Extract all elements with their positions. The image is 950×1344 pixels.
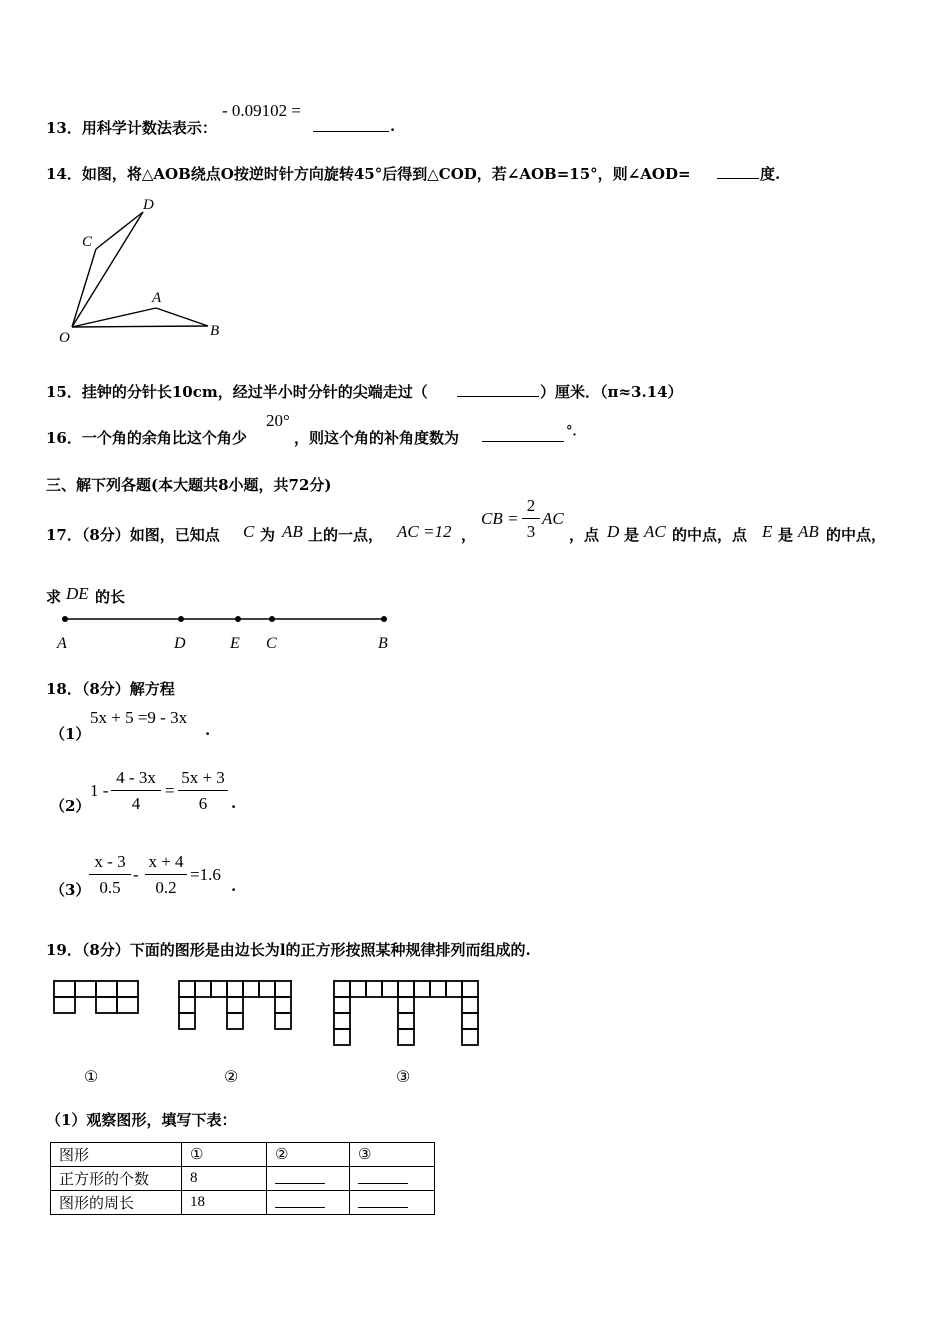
q17-fraction-num: 2	[522, 496, 540, 519]
q16-answer-blank	[482, 425, 564, 442]
table-row	[51, 1167, 435, 1191]
q18-head: 18．（8分）解方程	[46, 680, 175, 698]
q13-answer-blank	[313, 113, 389, 132]
table-header-cell: 图形	[51, 1143, 182, 1167]
q18-p2-num1: 4 - 3x	[111, 768, 161, 791]
q17-ac: AC	[644, 522, 666, 541]
fig14-label-a: A	[152, 290, 162, 306]
q15-answer-blank	[457, 380, 539, 397]
q16-degree-end: °．	[566, 424, 586, 439]
table-header-cell: ③	[350, 1143, 435, 1167]
q14-answer-blank	[717, 162, 759, 179]
q19-sub1: （1）观察图形，填写下表：	[46, 1111, 237, 1129]
table-cell: 18	[182, 1191, 267, 1215]
q14-figure	[48, 192, 238, 352]
q17-acv: AC	[542, 509, 564, 528]
q18-p1-label: （1）	[50, 725, 91, 743]
q18-p2-one: 1 -	[90, 781, 109, 800]
seg-label-b: B	[378, 635, 388, 652]
q17-de: DE	[66, 584, 89, 603]
q18-p3-den2: 0.2	[155, 878, 177, 897]
q19-fig-label-2: ②	[224, 1069, 239, 1086]
table-row-label: 图形的周长	[51, 1191, 182, 1215]
q18-p3-minus: -	[133, 865, 139, 884]
q16-text: 16．一个角的余角比这个角少	[46, 429, 247, 447]
q14-end: 度.	[760, 165, 781, 183]
q17-t7: 的中点，	[826, 526, 887, 544]
section-3-heading: 三、解下列各题(本大题共8小题，共72分)	[46, 476, 332, 494]
q18-p2-den1: 4	[131, 794, 141, 813]
q17-d: D	[607, 522, 620, 541]
q19-table	[50, 1142, 435, 1215]
q17-head: 17．（8分）如图，已知点	[46, 526, 220, 544]
table-header-row	[51, 1143, 435, 1167]
q17-ab: AB	[282, 522, 303, 541]
q19-fig-label-3: ③	[396, 1069, 411, 1086]
fig14-label-b: B	[210, 323, 220, 339]
q13-period: .	[390, 117, 396, 135]
q18-p2-end: .	[231, 794, 237, 812]
table-cell-blank	[267, 1191, 350, 1215]
q17-e: E	[762, 522, 773, 541]
q17-t4: 是	[624, 526, 640, 544]
q18-p3-end: .	[231, 877, 237, 895]
table-cell-blank	[350, 1167, 435, 1191]
q13-expression: - 0.09102 =	[222, 101, 301, 120]
table-header-cell: ②	[267, 1143, 350, 1167]
seg-label-d: D	[174, 635, 186, 652]
q18-p3-frac2	[145, 852, 187, 898]
q17-fraction-den: 3	[526, 522, 536, 541]
q17-t2: 上的一点，	[308, 526, 384, 544]
q17-ab2: AB	[798, 522, 819, 541]
q17-line2a: 求	[46, 588, 62, 606]
q17-c: C	[243, 522, 255, 541]
q17-t6: 是	[778, 526, 794, 544]
q17-segment-figure	[50, 608, 410, 658]
table-row-label: 正方形的个数	[51, 1167, 182, 1191]
q18-p2-den2: 6	[198, 794, 208, 813]
q17-t1: 为	[260, 526, 276, 544]
q14-text: 14．如图，将△AOB绕点O按逆时针方向旋转45°后得到△COD，若∠AOB=15°，则∠AOD=	[46, 165, 691, 183]
q19-fig-label-1: ①	[84, 1069, 99, 1086]
table-header-cell: ①	[182, 1143, 267, 1167]
q18-p2-num2: 5x + 3	[178, 768, 228, 791]
q18-p1-end: .	[205, 721, 211, 739]
table-row	[51, 1191, 435, 1215]
q16-angle: 20°	[266, 411, 290, 430]
q17-comma: ，	[461, 526, 477, 544]
q18-p3-num2: x + 4	[145, 852, 187, 875]
q17-ac12: AC =12	[397, 522, 452, 541]
q17-t5: 的中点，点	[672, 526, 748, 544]
seg-label-e: E	[230, 635, 240, 652]
q16-mid: ，则这个角的补角度数为	[294, 429, 460, 447]
table-cell-blank	[267, 1167, 350, 1191]
q13-label: 13．用科学计数法表示：	[46, 119, 217, 137]
q18-p3-label: （3）	[50, 881, 91, 899]
fig14-label-o: O	[59, 330, 70, 346]
q18-p2-frac1	[111, 768, 161, 814]
q15-end: ）厘米．（π≈3.14）	[540, 383, 683, 401]
table-cell: 8	[182, 1167, 267, 1191]
q19-head: 19．（8分）下面的图形是由边长为l的正方形按照某种规律排列而组成的.	[46, 941, 531, 959]
q19-pattern-figures	[50, 975, 500, 1060]
fig14-label-c: C	[82, 234, 93, 250]
q17-cb: CB =	[481, 509, 519, 528]
q17-line2b: 的长	[95, 588, 126, 606]
q18-p3-frac1	[89, 852, 131, 898]
q18-p2-equals: =	[165, 781, 175, 800]
q17-t3: ，点	[569, 526, 600, 544]
q18-p3-rhs: =1.6	[190, 865, 221, 884]
seg-label-c: C	[266, 635, 277, 652]
q18-p3-num1: x - 3	[89, 852, 131, 875]
q18-p2-frac2	[178, 768, 228, 814]
q18-p1-equation: 5x + 5 =9 - 3x	[90, 708, 188, 727]
seg-label-a: A	[57, 635, 67, 652]
q17-fraction	[522, 496, 540, 542]
q18-p3-den1: 0.5	[99, 878, 121, 897]
q15-text: 15．挂钟的分针长10cm，经过半小时分针的尖端走过（	[46, 383, 428, 401]
table-cell-blank	[350, 1191, 435, 1215]
q18-p2-label: （2）	[50, 797, 91, 815]
fig14-label-d: D	[143, 197, 154, 213]
